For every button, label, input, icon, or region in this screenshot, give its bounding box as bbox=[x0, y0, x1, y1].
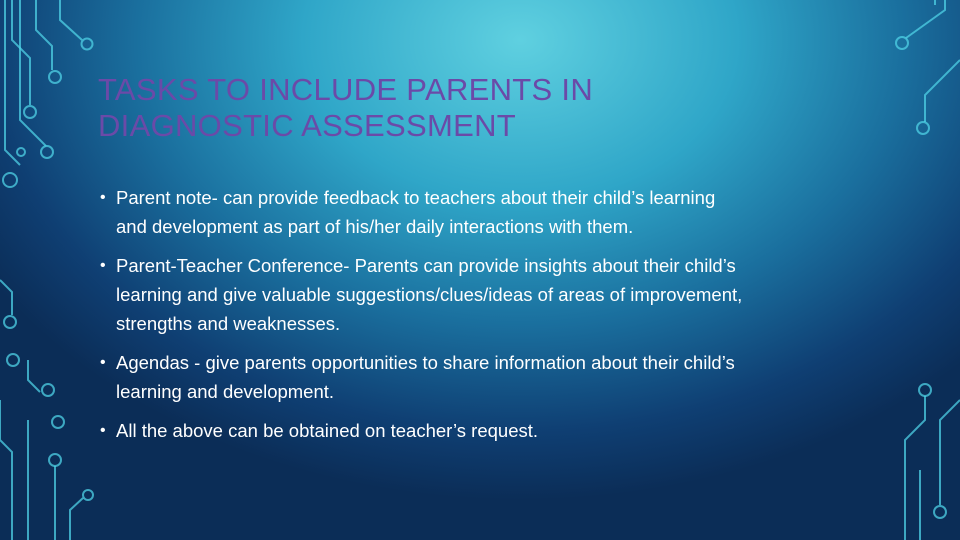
slide-title bbox=[98, 72, 858, 144]
bullet-text-line: All the above can be obtained on teacher’s request. bbox=[116, 420, 539, 441]
circuit-line-left-3 bbox=[60, 0, 82, 40]
bullet-text-line: and development as part of his/her daily interactions with them. bbox=[116, 216, 634, 237]
circuit-node-left-5 bbox=[17, 148, 25, 156]
circuit-line-right-1 bbox=[906, 0, 945, 38]
bullet-text-line: Parent-Teacher Conference- Parents can provide insights about their child’s bbox=[116, 255, 736, 276]
bullet-item-request bbox=[98, 416, 868, 445]
bullet-marker: • bbox=[100, 189, 106, 206]
circuit-line-left-6 bbox=[0, 280, 12, 315]
circuit-node-left-2 bbox=[49, 71, 61, 83]
bullet-text-line: learning and give valuable suggestions/clues/ideas of areas of improvement, bbox=[116, 284, 743, 305]
circuit-node-right-2 bbox=[917, 122, 929, 134]
circuit-line-left-11 bbox=[70, 498, 83, 540]
bullet-item-agendas bbox=[98, 348, 868, 406]
circuit-line-right-5 bbox=[940, 400, 960, 505]
circuit-node-left-10 bbox=[52, 416, 64, 428]
circuit-node-left-7 bbox=[4, 316, 16, 328]
circuit-line-left-4 bbox=[20, 0, 46, 146]
bullet-marker: • bbox=[100, 354, 106, 371]
circuit-node-right-4 bbox=[934, 506, 946, 518]
bullet-list bbox=[98, 183, 868, 445]
circuit-node-right-1 bbox=[896, 37, 908, 49]
bullet-text-line: Parent note- can provide feedback to teachers about their child’s learning bbox=[116, 187, 716, 208]
bullet-marker: • bbox=[100, 257, 106, 274]
circuit-line-right-4 bbox=[905, 396, 925, 540]
circuit-node-left-8 bbox=[7, 354, 19, 366]
bullet-marker: • bbox=[100, 422, 106, 439]
slide-title-line-2: DIAGNOSTIC ASSESSMENT bbox=[98, 108, 516, 143]
bullet-text-line: strengths and weaknesses. bbox=[116, 313, 341, 334]
circuit-node-left-6 bbox=[3, 173, 17, 187]
bullet-item-parent-note bbox=[98, 183, 868, 241]
circuit-line-left-8 bbox=[0, 400, 12, 540]
slide-title-line-1: TASKS TO INCLUDE PARENTS IN bbox=[98, 72, 594, 107]
circuit-node-left-12 bbox=[83, 490, 93, 500]
circuit-node-left-4 bbox=[41, 146, 53, 158]
circuit-node-left-3 bbox=[82, 39, 93, 50]
bullet-item-conference bbox=[98, 251, 868, 338]
circuit-node-left-11 bbox=[49, 454, 61, 466]
bullet-text-line: Agendas - give parents opportunities to share information about their child’s bbox=[116, 352, 735, 373]
bullet-text-line: learning and development. bbox=[116, 381, 335, 402]
circuit-line-left-2 bbox=[36, 0, 52, 70]
circuit-line-right-2 bbox=[925, 60, 960, 122]
circuit-node-left-1 bbox=[24, 106, 36, 118]
circuit-line-left-7 bbox=[28, 360, 40, 392]
circuit-node-right-3 bbox=[919, 384, 931, 396]
circuit-node-left-9 bbox=[42, 384, 54, 396]
